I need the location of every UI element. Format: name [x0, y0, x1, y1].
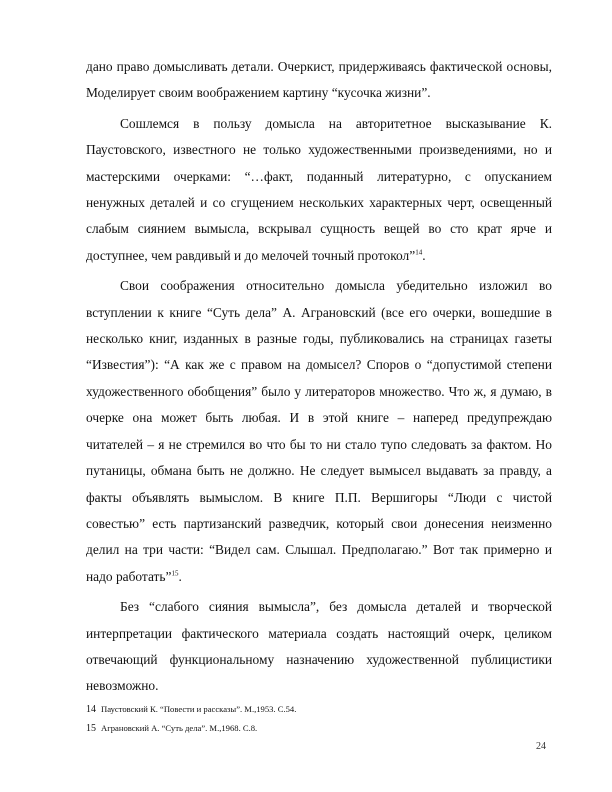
paragraph-2: Сошлемся в пользу домысла на авторитетное высказывание К. Паустовского, известного не только художественными произведениями, но и мастерскими очерками: “…факт, поданный литературно, с опусканием ненужных деталей и со сгущением нескольких характерных черт, освещенный слабым сиянием вымысла, вскрывал сущность вещей во сто крат ярче и доступнее, чем равдивый и до мелочей точный протокол”$^{14}$.: [86, 115, 552, 263]
footnote-text: Паустовский К. “Повести и рассказы”. М.,1953. С.54.: [101, 704, 297, 714]
paragraph-4: Без “слабого сияния вымысла”, без домысла деталей и творческой интерпретации фактического материала создать настоящий очерк, целиком отвечающий функциональному назначению художественной публицистики невозможно.: [86, 599, 552, 694]
page-number: 24: [536, 741, 546, 752]
footnote-15: [86, 719, 552, 738]
footnote-14: [86, 700, 552, 719]
paragraph-3: Свои соображения относительно домысла убедительно изложил во вступлении к книге “Суть дела” А. Аграновский (все его очерки, вошедшие в несколько книг, изданных в разные годы, публиковались на страницах газеты “Известия”): “А как же с правом на домысел? Споров о “допустимой степени художественного обобщения” было у литераторов множество. Что ж, я думаю, в очерке она может быть любая. И в этой книге – наперед предупреждаю читателей – я не стремился во что бы то ни стало тупо следовать за фактом. Но путаницы, обмана быть не должно. Не следует вымысел выдавать за правду, а факты объявлять вымыслом. В книге П.П. Вершигоры “Люди с чистой совестью” есть партизанский разведчик, который свои донесения неизменно делил на три части: “Видел сам. Слышал. Предполагаю.” Вот так примерно и надо работать”$^{15}$.: [86, 278, 552, 584]
footnote-ref-14[interactable]: 14: [415, 248, 423, 257]
body-text: [86, 54, 552, 700]
footnote-ref-15[interactable]: 15: [171, 569, 179, 578]
footnote-text: Аграновский А. “Суть дела”. М.,1968. С.8.: [101, 723, 258, 733]
paragraph-1: дано право домысливать детали. Очеркист, придерживаясь фактической основы, Моделирует своим воображением картину “кусочка жизни”.: [86, 59, 552, 101]
footnote-number: 14: [86, 704, 96, 715]
footnotes: [86, 700, 552, 738]
footnote-number: 15: [86, 723, 96, 734]
